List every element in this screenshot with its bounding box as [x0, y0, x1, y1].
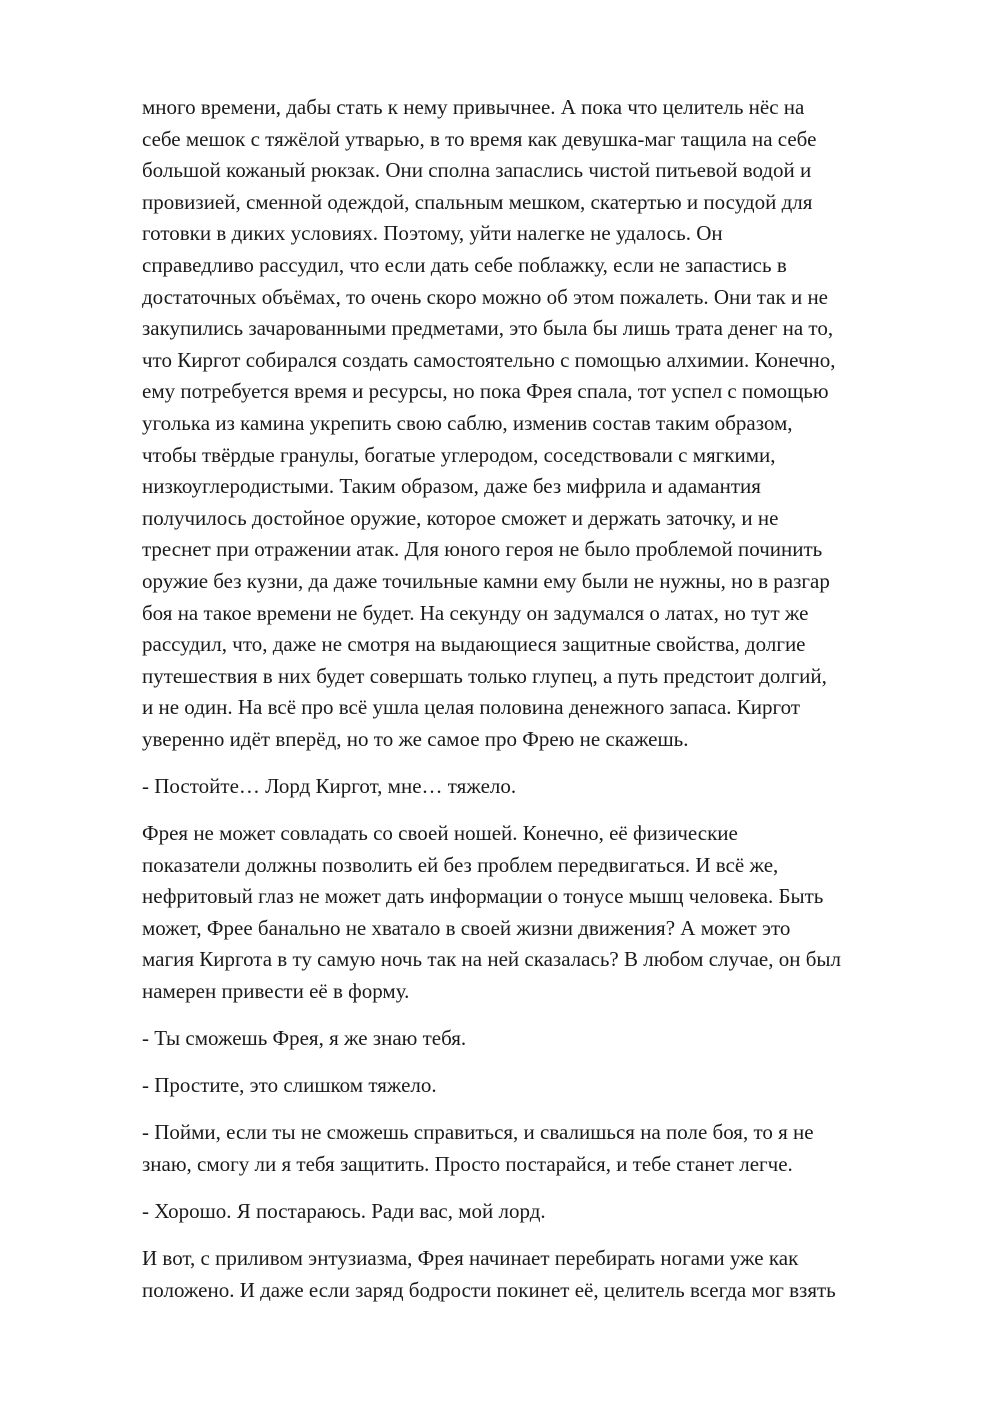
paragraph-narration-1 [142, 92, 942, 755]
text-line: закупились зачарованными предметами, это была бы лишь трата денег на то, [142, 316, 834, 341]
text-line: оружие без кузни, да даже точильные камни ему были не нужны, но в разгар [142, 568, 830, 593]
text-line: что Киргот собирался создать самостоятельно с помощью алхимии. Конечно, [142, 347, 836, 372]
text-line: много времени, дабы стать к нему привычнее. А пока что целитель нёс на [142, 95, 805, 119]
text-line: нефритовый глаз не может дать информации о тонусе мышц человека. Быть [142, 884, 824, 909]
text-line: рассудил, что, даже не смотря на выдающиеся защитные свойства, долгие [142, 632, 806, 657]
text-line: знаю, смогу ли я тебя защитить. Просто постарайся, и тебе станет легче. [142, 1151, 793, 1176]
text-line: провизией, сменной одеждой, спальным мешком, скатертью и посудой для [142, 189, 813, 214]
text-line: показатели должны позволить ей без проблем передвигаться. И всё же, [142, 852, 779, 877]
text-line: магия Киргота в ту самую ночь так на ней сказалась? В любом случае, он был [142, 947, 841, 972]
text-line: уголька из камина укрепить свою саблю, изменив состав таким образом, [142, 410, 793, 435]
paragraph-dialogue-1 [142, 771, 942, 803]
text-line: боя на такое времени не будет. На секунду он задумался о латах, но тут же [142, 600, 809, 625]
text-line: большой кожаный рюкзак. Они сполна запаслись чистой питьевой водой и [142, 158, 812, 183]
text-line: - Постойте… Лорд Киргот, мне… тяжело. [142, 773, 517, 798]
paragraph-dialogue-4 [142, 1117, 942, 1180]
text-line: ему потребуется время и ресурсы, но пока Фрея спала, тот успел с помощью [142, 379, 829, 404]
text-line: чтобы твёрдые гранулы, богатые углеродом, соседствовали с мягкими, [142, 442, 776, 467]
paragraph-dialogue-5 [142, 1196, 942, 1228]
text-line: путешествия в них будет совершать только глупец, а путь предстоит долгий, [142, 663, 827, 688]
document-body [142, 92, 942, 1306]
paragraph-dialogue-2 [142, 1023, 942, 1055]
text-line: - Пойми, если ты не сможешь справиться, и свалишься на поле боя, то я не [142, 1120, 814, 1145]
paragraph-narration-3 [142, 1243, 942, 1306]
paragraph-dialogue-3 [142, 1070, 942, 1102]
text-line: достаточных объёмах, то очень скоро можно об этом пожалеть. Они так и не [142, 284, 829, 309]
text-line: может, Фрее банально не хватало в своей жизни движения? А может это [142, 915, 791, 940]
text-line: - Хорошо. Я постараюсь. Ради вас, мой лорд. [142, 1199, 546, 1223]
text-line: И вот, с приливом энтузиазма, Фрея начинает перебирать ногами уже как [142, 1246, 799, 1271]
text-line: Фрея не может совладать со своей ношей. Конечно, её физические [142, 821, 738, 846]
text-line: справедливо рассудил, что если дать себе поблажку, если не запастись в [142, 252, 787, 277]
text-line: готовки в диких условиях. Поэтому, уйти налегке не удалось. Он [142, 221, 723, 246]
text-line: получилось достойное оружие, которое сможет и держать заточку, и не [142, 505, 779, 530]
text-line: треснет при отражении атак. Для юного героя не было проблемой починить [142, 537, 823, 562]
text-line: положено. И даже если заряд бодрости покинет её, целитель всегда мог взять [142, 1277, 836, 1302]
text-line: низкоуглеродистыми. Таким образом, даже без мифрила и адамантия [142, 474, 761, 499]
text-line: уверенно идёт вперёд, но то же самое про Фрею не скажешь. [142, 726, 689, 751]
text-line: - Ты сможешь Фрея, я же знаю тебя. [142, 1026, 467, 1051]
paragraph-narration-2 [142, 818, 942, 1008]
text-line: себе мешок с тяжёлой утварью, в то время как девушка-маг тащила на себе [142, 126, 817, 151]
text-line: намерен привести её в форму. [142, 979, 410, 1004]
text-line: и не один. На всё про всё ушла целая половина денежного запаса. Киргот [142, 695, 801, 720]
text-line: - Простите, это слишком тяжело. [142, 1073, 437, 1098]
